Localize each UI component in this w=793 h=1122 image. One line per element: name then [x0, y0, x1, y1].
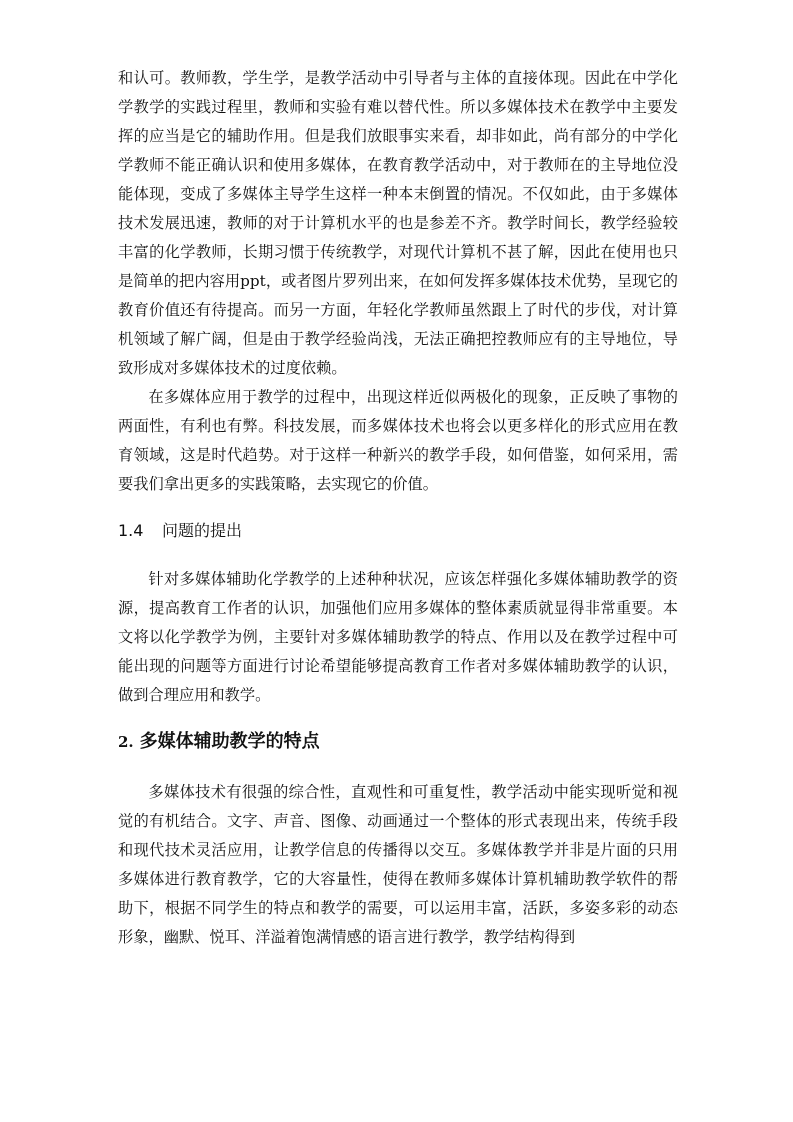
document-page — [118, 64, 678, 952]
chapter-number: 2. — [118, 733, 134, 751]
section-heading-1-4 — [118, 519, 678, 543]
paragraph-two-extremes: 在多媒体应用于教学的过程中，出现这样近似两极化的现象，正反映了事物的两面性，有利也有弊。科技发展，而多媒体技术也将会以更多样化的形式应用在教育领域，这是时代趋势。对于这样一种新兴的教学手段，如何借鉴，如何采用，需要我们拿出更多的实践策略，去实现它的价值。 — [118, 388, 678, 493]
chapter-title-text: 多媒体辅助教学的特点 — [139, 731, 320, 752]
section-number: 1.4 — [118, 521, 144, 540]
section-title-text: 问题的提出 — [162, 521, 243, 540]
paragraph-continued: 和认可。教师教，学生学，是教学活动中引导者与主体的直接体现。因此在中学化学教学的实践过程里，教师和实验有难以替代性。所以多媒体技术在教学中主要发挥的应当是它的辅助作用。但是我们放眼事实来看，却非如此，尚有部分的中学化学教师不能正确认识和使用多媒体，在教育教学活动中，对于教师在的主导地位没能体现，变成了多媒体主导学生这样一种本末倒置的情况。不仅如此，由于多媒体技术发展迅速，教师的对于计算机水平的也是参差不齐。教学时间长，教学经验较丰富的化学教师，长期习惯于传统教学，对现代计算机不甚了解，因此在使用也只是简单的把内容用ppt，或者图片罗列出来，在如何发挥多媒体技术优势，呈现它的教育价值还有待提高。而另一方面，年轻化学教师虽然跟上了时代的步伐，对计算机领域了解广阔，但是由于教学经验尚浅，无法正确把控教师应有的主导地位，导致形成对多媒体技术的过度依赖。 — [118, 69, 678, 377]
paragraph-multimedia-features: 多媒体技术有很强的综合性，直观性和可重复性，教学活动中能实现听觉和视觉的有机结合。文字、声音、图像、动画通过一个整体的形式表现出来，传统手段和现代技术灵活应用，让教学信息的传播得以交互。多媒体教学并非是片面的只用多媒体进行教育教学，它的大容量性，使得在教师多媒体计算机辅助教学软件的帮助下，根据不同学生的特点和教学的需要，可以运用丰富，活跃，多姿多彩的动态形象，幽默、悦耳、洋溢着饱满情感的语言进行教学，教学结构得到 — [118, 783, 678, 946]
paragraph-problem-statement: 针对多媒体辅助化学教学的上述种种状况，应该怎样强化多媒体辅助教学的资源，提高教育工作者的认识，加强他们应用多媒体的整体素质就显得非常重要。本文将以化学教学为例，主要针对多媒体辅助教学的特点、作用以及在教学过程中可能出现的问题等方面进行讨论希望能够提高教育工作者对多媒体辅助教学的认识，做到合理应用和教学。 — [118, 570, 678, 704]
chapter-heading-2 — [118, 728, 678, 756]
